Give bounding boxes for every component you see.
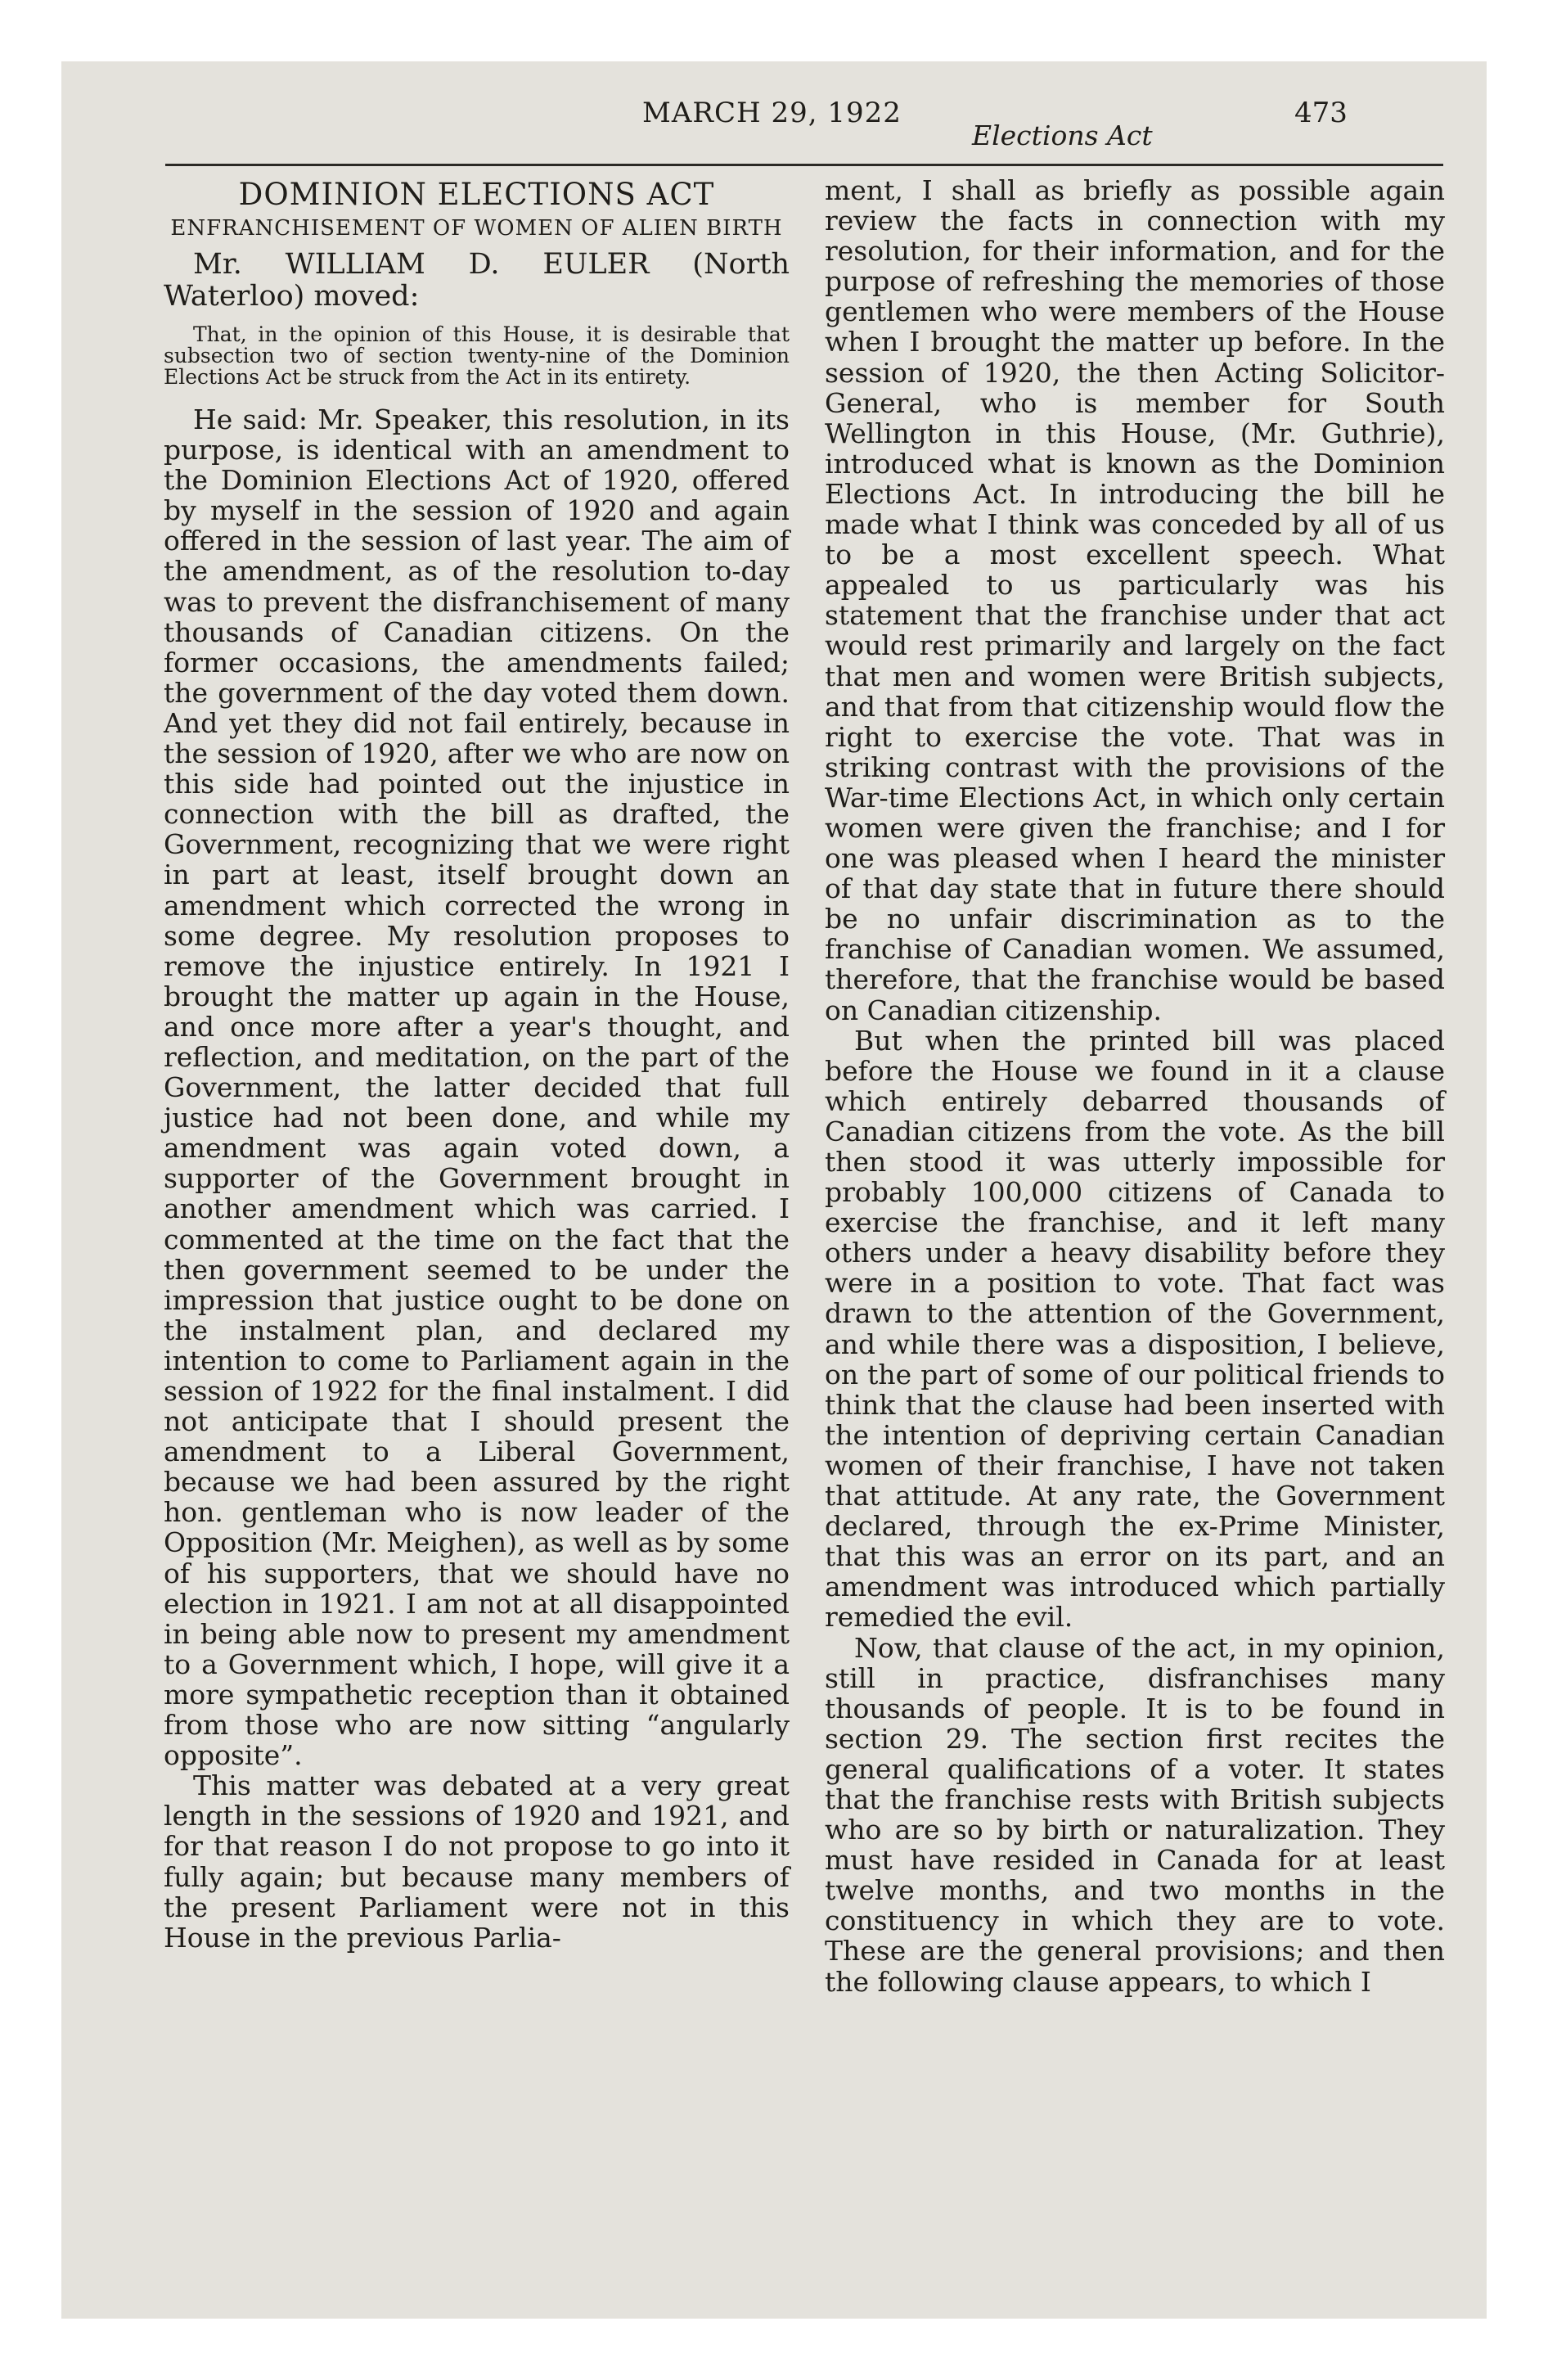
paragraph: This matter was debated at a very great length in the sessions of 1920 and 1921, and for that reason I do not propose to go into it fully again; but because many members of the present Parliament were not in this House in the previous Parlia- xyxy=(164,1769,790,1954)
header-section-title: Elections Act xyxy=(972,119,1153,151)
paragraph: He said: Mr. Speaker, this resolution, in its purpose, is identical with an amendment to the Dominion Elections Act of 1920, offered by myself in the session of 1920 and again offered in the session of last year. The aim of the amendment, as of the resolution to-day was to prevent the disfranchisement of many thousands of Canadian citizens. On the former occasions, the amendments failed; the government of the day voted them down. And yet they did not fail entirely, because in the session of 1920, after we who are now on this side had pointed out the injustice in connection with the bill as drafted, the Government, recognizing that we were right in part at least, itself brought down an amendment which corrected the wrong in some degree. My resolution proposes to remove the injustice entirely. In 1921 I brought the matter up again in the House, and once more after a year's thought, and reflection, and meditation, on the part of the Government, the latter decided that full justice had not been done, and while my amendment was again voted down, a supporter of the Government brought in another amendment which was carried. I commented at the time on the fact that the then government seemed to be under the impression that justice ought to be done on the instalment plan, and declared my intention to come to Parliament again in the session of 1922 for the final instalment. I did not anticipate that I should present the amendment to a Liberal Government, because we had been assured by the right hon. gentleman who is now leader of the Opposition (Mr. Meighen), as well as by some of his supporters, that we should have no election in 1921. I am not at all disappointed in being able now to present my amendment to a Government which, I hope, will give it a more sympathetic reception than it obtained from those who are now sitting “angularly opposite”. xyxy=(164,403,790,1772)
article-subtitle: ENFRANCHISEMENT OF WOMEN OF ALIEN BIRTH xyxy=(170,216,783,241)
paragraph: But when the printed bill was placed before the House we found in it a clause which entirely debarred thousands of Canadian citizens from the vote. As the bill then stood it was utterly impossible for probably 100,000 citizens of Canada to exercise the franchise, and it left many others under a heavy disability before they were in a position to vote. That fact was drawn to the attention of the Government, and while there was a disposition, I believe, on the part of some of our political friends to think that the clause had been inserted with the intention of depriving certain Canadian women of their franchise, I have not taken that attitude. At any rate, the Government declared, through the ex-Prime Minister, that this was an error on its part, and an amendment was introduced which partially remedied the evil. xyxy=(825,1024,1445,1634)
resolution-text: That, in the opinion of this House, it is desirable that subsection two of section twenty-nine of the Dominion Elections Act be struck from the Act in its entirety. xyxy=(164,322,790,389)
article-title: DOMINION ELECTIONS ACT xyxy=(238,177,715,212)
header-date: MARCH 29, 1922 xyxy=(642,97,902,129)
paragraph: Now, that clause of the act, in my opinion, still in practice, disfranchises many thousands of people. It is to be found in section 29. The section first recites the general qualifications of a voter. It states that the franchise rests with British subjects who are so by birth or naturalization. They must have resided in Canada for at least twelve months, and two months in the constituency in which they are to vote. These are the general provisions; and then the following clause appears, to which I xyxy=(825,1631,1445,1998)
header-rule xyxy=(165,164,1443,166)
page-number: 473 xyxy=(1294,97,1348,129)
mover-line: Mr. WILLIAM D. EULER (North Waterloo) moved: xyxy=(164,248,790,313)
paragraph: ment, I shall as briefly as possible again review the facts in connection with my resolution, for their information, and for the purpose of refreshing the memories of those gentlemen who were members of the House when I brought the matter up before. In the session of 1920, the then Acting Solicitor-General, who is member for South Wellington in this House, (Mr. Guthrie), introduced what is known as the Dominion Elections Act. In introducing the bill he made what I think was conceded by all of us to be a most excellent speech. What appealed to us particularly was his statement that the franchise under that act would rest primarily and largely on the fact that men and women were British subjects, and that from that citizenship would flow the right to exercise the vote. That was in striking contrast with the provisions of the War-time Elections Act, in which only certain women were given the franchise; and I for one was pleased when I heard the minister of that day state that in future there should be no unfair discrimination as to the franchise of Canadian women. We assumed, therefore, that the franchise would be based on Canadian citizenship. xyxy=(825,174,1445,1026)
left-column xyxy=(164,175,790,1953)
right-column xyxy=(825,175,1445,1997)
